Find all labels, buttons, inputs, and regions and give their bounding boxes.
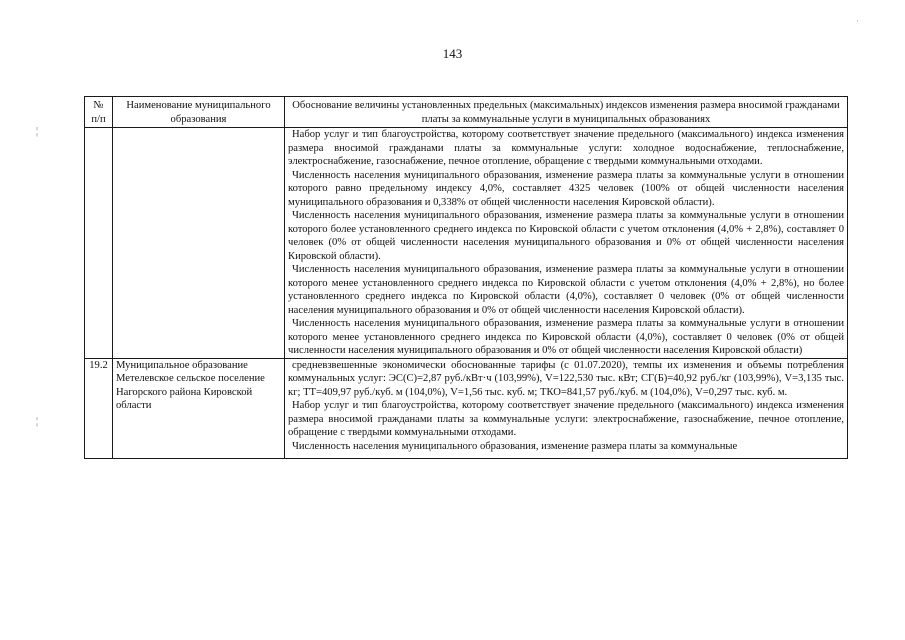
justification-paragraph: Численность населения муниципального образования, изменение размера платы за коммунальные [292, 440, 738, 452]
justification-cell [285, 358, 848, 458]
header-num: № п/п [85, 97, 113, 128]
table-row [85, 358, 848, 458]
justification-paragraph: Набор услуг и тип благоустройства, которому соответствует значение предельного (максимального) индекса изменения размера вносимой гражданами платы за коммунальные услуги: холодное водоснабжение, теплоснабжение, электроснабжение, газоснабжение, печное отопление, обращение с твердыми коммунальными отходами. [288, 129, 844, 167]
table-header-row [85, 97, 848, 128]
margin-mark: ¦ [36, 416, 39, 427]
justification-paragraph: Численность населения муниципального образования, изменение размера платы за коммунальные услуги в отношении которого менее установленного среднего индекса по Кировской области (4,0%), составляет 0 человек (0% от общей численности населения муниципального образования и 0% от общей численности населения Кировской области) [288, 318, 844, 356]
justification-paragraph: Набор услуг и тип благоустройства, которому соответствует значение предельного (максимального) индекса изменения размера вносимой гражданами платы за коммунальные услуги: электроснабжение, газоснабжение, печное отопление, обращение с твердыми коммунальными отходами. [288, 400, 844, 438]
justification-table [84, 96, 848, 459]
row-number [85, 128, 113, 359]
row-number: 19.2 [85, 358, 113, 458]
margin-mark: ¦ [36, 126, 39, 137]
justification-paragraph: средневзвешенные экономически обоснованные тарифы (с 01.07.2020), темпы их изменения и объемы потребления коммунальных услуг: ЭС(С)=2,87 руб./кВт·ч (103,99%), V=122,530 тыс. кВт; СГ(Б)=40,92 руб./кг (103,99%), V=3,135 тыс. кг; ТТ=409,97 руб./куб. м (104,0%), V=1,56 тыс. куб. м; ТКО=841,57 руб./куб. м (104,0%), V=0,297 тыс. куб. м. [288, 359, 844, 398]
justification-paragraph: Численность населения муниципального образования, изменение размера платы за коммунальные услуги в отношении которого более установленного среднего индекса по Кировской области с учетом отклонения (4,0% + 2,8%), составляет 0 человек (0% от общей численности населения муниципального образования и 0% от общей численности населения Кировской области). [288, 210, 844, 262]
header-justification: Обоснование величины установленных предельных (максимальных) индексов изменения размера вносимой гражданами платы за коммунальные услуги в муниципальных образованиях [285, 97, 848, 128]
municipality-name [113, 128, 285, 359]
scan-mark: · [856, 16, 859, 26]
page-number: 143 [442, 46, 463, 61]
header-name: Наименование муниципального образования [113, 97, 285, 128]
municipality-name: Муниципальное образование Метелевское сельское поселение Нагорского района Кировской области [113, 358, 285, 458]
justification-cell [285, 128, 848, 359]
justification-paragraph: Численность населения муниципального образования, изменение размера платы за коммунальные услуги в отношении которого равно предельному индексу 4,0%, составляет 4325 человек (100% от общей численности населения муниципального образования и 0,338% от общей численности населения Кировской области). [288, 169, 844, 208]
justification-paragraph: Численность населения муниципального образования, изменение размера платы за коммунальные услуги в отношении которого менее установленного среднего индекса по Кировской области с учетом отклонения (4,0% + 2,8%), но более установленного среднего индекса по Кировской области (4,0%), составляет 0 человек (0% от общей численности населения муниципального образования и 0% от общей численности населения Кировской области). [288, 264, 844, 316]
table-row [85, 128, 848, 359]
